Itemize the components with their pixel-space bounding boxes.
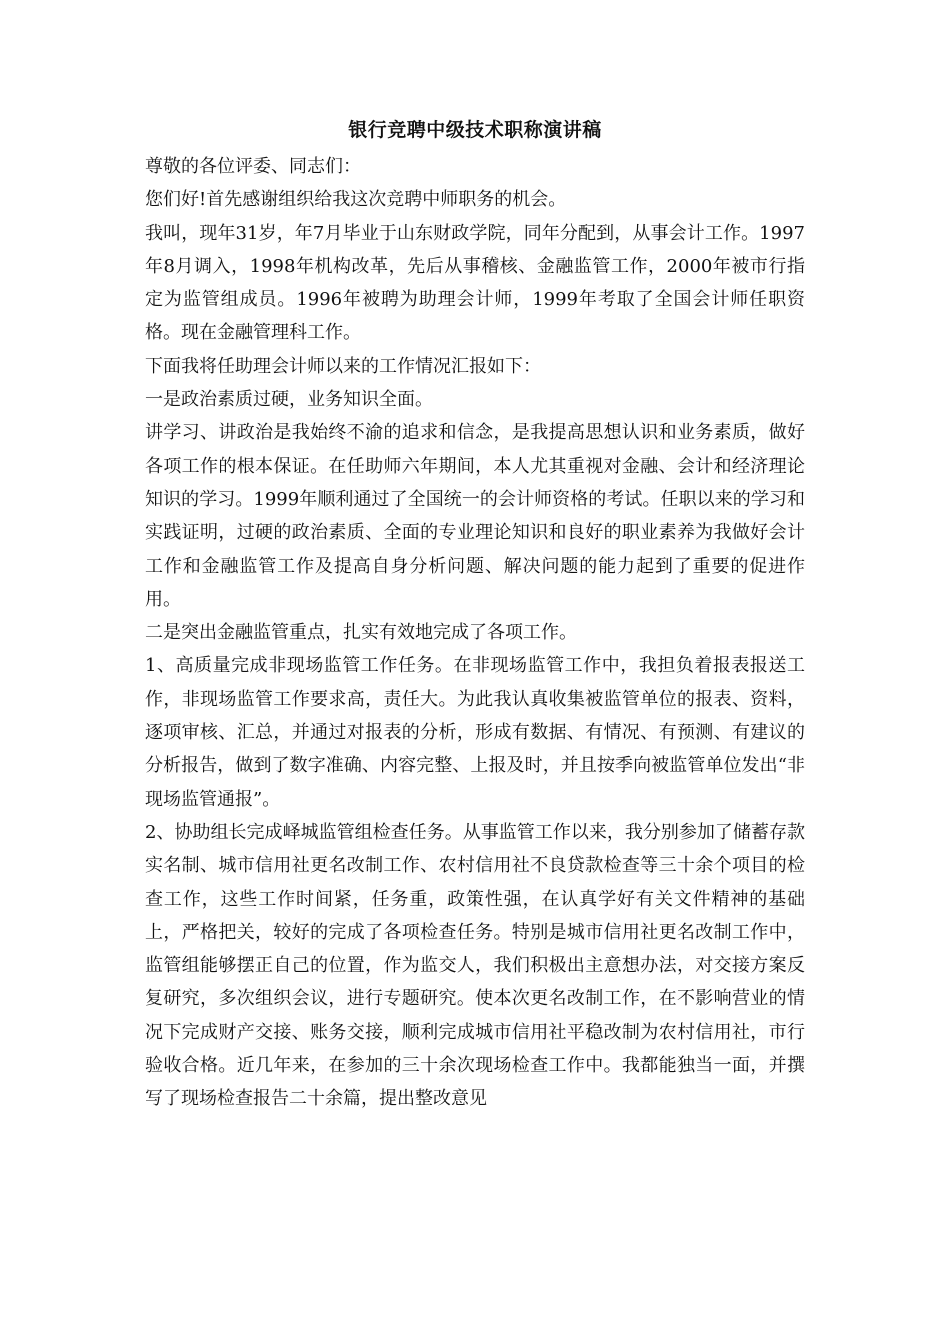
paragraph-report-intro: 下面我将任助理会计师以来的工作情况汇报如下：	[145, 355, 541, 377]
paragraph-heading-one: 一是政治素质过硬，业务知识全面。	[145, 389, 433, 411]
paragraph-offsite-supervision: 1、高质量完成非现场监管工作任务。在非现场监管工作中，我担负着报表报送工作，非现场监管工作要求高，责任大。为此我认真收集被监管单位的报表、资料，逐项审核、汇总，并通过对报表的分析，形成有数据、有情况、有预测、有建议的分析报告，做到了数字准确、内容完整、上报及时，并且按季向被监管单位发出“非现场监管通报”。	[145, 655, 805, 810]
paragraph-greeting: 您们好!首先感谢组织给我这次竞聘中师职务的机会。	[145, 189, 567, 211]
document-title: 银行竞聘中级技术职称演讲稿	[348, 119, 602, 141]
paragraph-heading-two: 二是突出金融监管重点，扎实有效地完成了各项工作。	[145, 622, 577, 644]
paragraph-study-politics: 讲学习、讲政治是我始终不渝的追求和信念，是我提高思想认识和业务素质，做好各项工作的根本保证。在任助师六年期间，本人尤其重视对金融、会计和经济理论知识的学习。1999年顺利通过了全国统一的会计师资格的考试。任职以来的学习和实践证明，过硬的政治素质、全面的专业理论知识和良好的职业素养为我做好会计工作和金融监管工作及提高自身分析问题、解决问题的能力起到了重要的促进作用。	[145, 422, 805, 610]
paragraph-self-introduction: 我叫，现年31岁，年7月毕业于山东财政学院，同年分配到，从事会计工作。1997年8月调入，1998年机构改革，先后从事稽核、金融监管工作，2000年被市行指定为监管组成员。1996年被聘为助理会计师，1999年考取了全国会计师任职资格。现在金融管理科工作。	[145, 222, 805, 344]
paragraph-salutation: 尊敬的各位评委、同志们：	[145, 156, 361, 177]
paragraph-inspection-tasks: 2、协助组长完成峄城监管组检查任务。从事监管工作以来，我分别参加了储蓄存款实名制、城市信用社更名改制工作、农村信用社不良贷款检查等三十余个项目的检查工作，这些工作时间紧，任务重，政策性强，在认真学好有关文件精神的基础上，严格把关，较好的完成了各项检查任务。特别是城市信用社更名改制工作中，监管组能够摆正自己的位置，作为监交人，我们积极出主意想办法，对交接方案反复研究，多次组织会议，进行专题研究。使本次更名改制工作，在不影响营业的情况下完成财产交接、账务交接，顺利完成城市信用社平稳改制为农村信用社，市行验收合格。近几年来，在参加的三十余次现场检查工作中。我都能独当一面，并撰写了现场检查报告二十余篇，提出整改意见	[145, 821, 805, 1110]
document-body	[145, 150, 805, 1116]
